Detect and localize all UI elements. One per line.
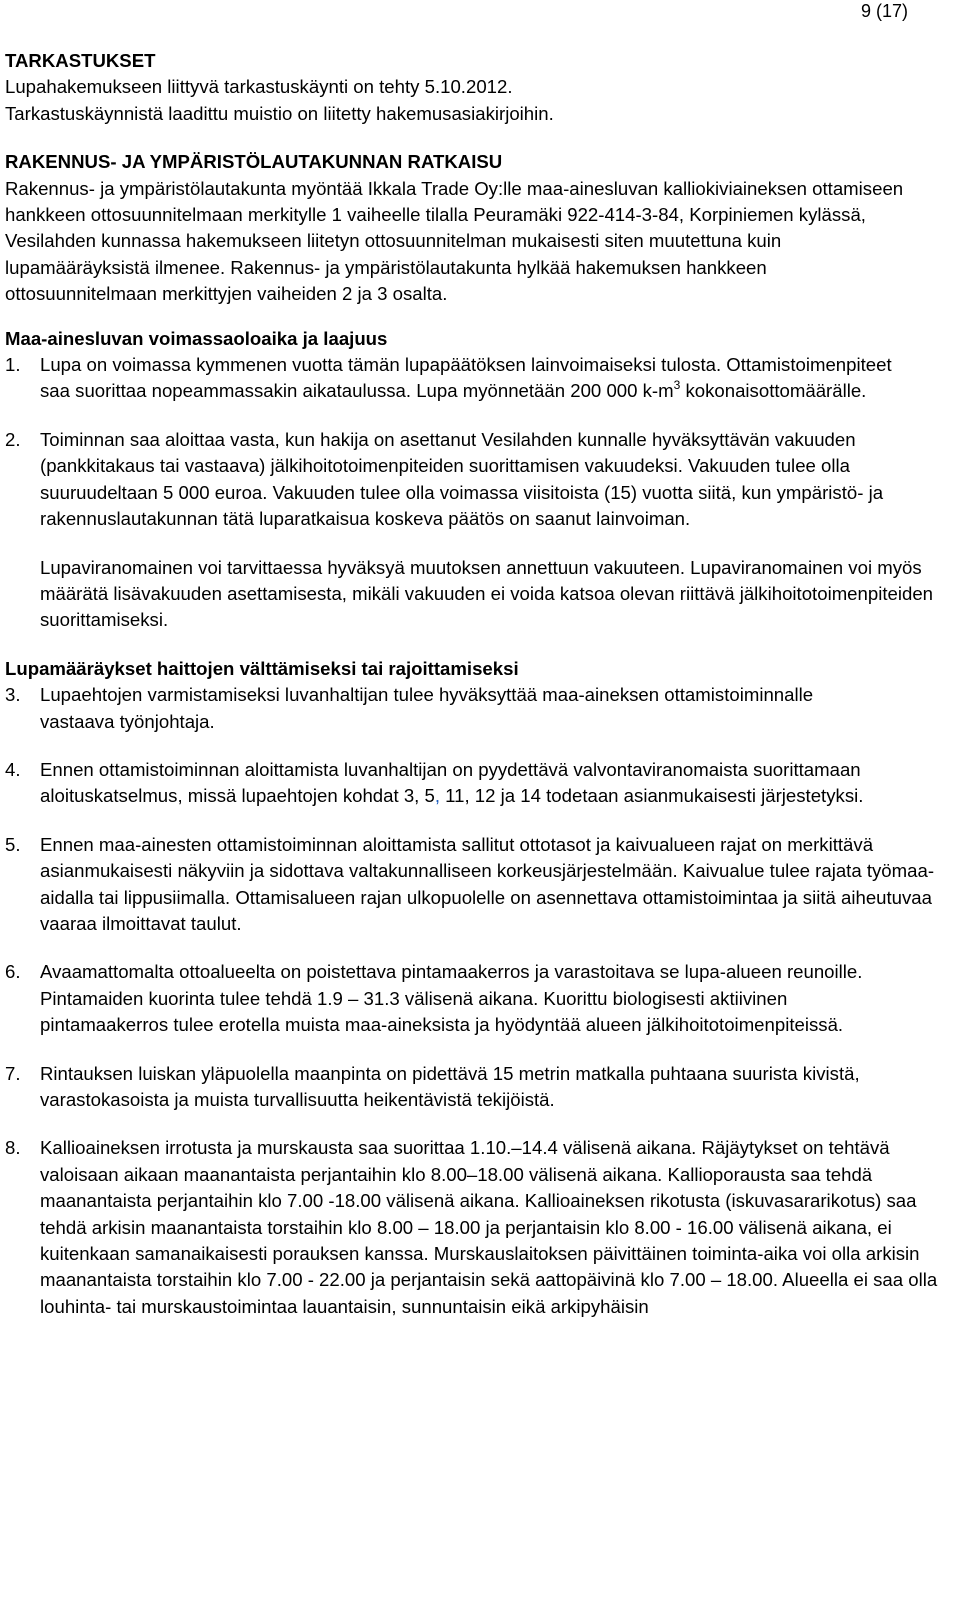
paragraph-tarkastukset: Lupahakemukseen liittyvä tarkastuskäynti on tehty 5.10.2012. Tarkastuskäynnistä laadittu muistio on liitetty hakemusasiakirjoihin. <box>5 76 554 124</box>
item-number: 2. <box>5 428 21 450</box>
item-number: 5. <box>5 833 21 855</box>
item-text: Rintauksen luiskan yläpuolella maanpinta on pidettävä 15 metrin matkalla puhtaana suurista kivistä, varastokasoista ja muista turvallisuutta heikentävistä tekijöistä. <box>40 1062 860 1110</box>
list-item-6 <box>5 959 950 1038</box>
list-item-7 <box>5 1061 950 1114</box>
item-text-part: 11, 12 ja 14 todetaan asianmukaisesti järjestetyksi. <box>440 785 864 807</box>
item-text-part: , <box>434 785 440 807</box>
item-text-part: Ennen ottamistoiminnan aloittamista luvanhaltijan on pyydettävä valvontaviranomaista suorittamaan aloituskatselmus, missä lupaehtojen kohdat 3, 5 <box>40 758 861 807</box>
item-text: Kallioaineksen irrotusta ja murskausta saa suorittaa 1.10.–14.4 välisenä aikana. Räjäytykset on tehtävä valoisaan aikaan maanantaista perjantaihin klo 8.00–18.00 välisenä aikana. Kallioporausta saa tehdä maanantaista perjantaihin klo 7.00 -18.00 välisenä aikana. Kallioaineksen rikotusta (iskuvasararikotus) saa tehdä arkisin maanantaista torstaihin klo 8.00 – 18.00 ja perjantaisin klo 8.00 - 16.00 välisenä aikana, ei kuitenkaan samanaikaisesti porauksen kanssa. Murskauslaitoksen päivittäinen toiminta-aika voi olla arkisin maanantaista torstaihin klo 7.00 - 22.00 ja perjantaisin sekä aattopäivinä klo 7.00 – 18.00. Alueella ei saa olla louhinta- tai murskaustoimintaa lauantaisin, sunnuntaisin eikä arkipyhäisin <box>40 1137 938 1317</box>
item-number: 6. <box>5 961 21 983</box>
paragraph-ratkaisu: Rakennus- ja ympäristölautakunta myöntää Ikkala Trade Oy:lle maa-ainesluvan kalliokiviaineksen ottamiseen hankkeen ottosuunnitelmaan merkitylle 1 vaiheelle tilalla Peuramäki 922-414-3-84, Korpiniemen kylässä, Vesilahden kunnassa hakemukseen liitetyn ottosuunnitelman mukaisesti siten muutettuna kuin lupamääräyksistä ilmenee. Rakennus- ja ympäristölautakunta hylkää hakemuksen hankkeen ottosuunnitelmaan merkittyjen vaiheiden 2 ja 3 osalta. <box>5 177 904 305</box>
section-heading-voimassaolo: Maa-ainesluvan voimassaoloaika ja laajuus <box>5 327 388 349</box>
item-text: Avaamattomalta ottoalueelta on poistettava pintamaakerros ja varastoitava se lupa-alueen reunoille. Pintamaiden kuorinta tulee tehdä 1.9 – 31.3 välisenä aikana. Kuorittu biologisesti aktiivinen pintamaakerros tulee erotella muista maa-aineksista ja hyödyntää alueen jälkihoitotoimenpiteissä. <box>40 961 863 1036</box>
list-item-4 <box>5 757 950 810</box>
item-number: 1. <box>5 354 21 376</box>
list-item-8 <box>5 1135 950 1320</box>
item-text-part: Lupa on voimassa kymmenen vuotta tämän lupapäätöksen lainvoimaiseksi tulosta. Ottamistoimenpiteet saa suorittaa nopeammassakin aikataulussa. Lupa myönnetään 200 000 k-m <box>40 354 892 402</box>
list-item-1 <box>5 352 950 405</box>
section-heading-tarkastukset: TARKASTUKSET <box>5 50 156 71</box>
item-number: 3. <box>5 684 21 706</box>
item-number: 7. <box>5 1062 21 1084</box>
document-body <box>5 48 950 1320</box>
section-heading-lupamaaraykset: Lupamääräykset haittojen välttämiseksi tai rajoittamiseksi <box>5 657 519 679</box>
item-text <box>40 352 910 405</box>
item-text: Ennen maa-ainesten ottamistoiminnan aloittamista sallitut ottotasot ja kaivualueen rajat on merkittävä asianmukaisesti näkyviin ja sidottava valtakunnalliseen korkeusjärjestelmään. Kaivualue tulee rajata työmaa-aidalla tai lippusiimalla. Ottamisalueen rajan ulkopuolelle on asennettava ottamistoimintaa ja siitä aiheutuvaa vaaraa ilmoittavat taulut. <box>40 833 935 934</box>
item-number: 8. <box>5 1137 21 1159</box>
superscript: 3 <box>673 378 681 393</box>
item-text <box>40 757 950 810</box>
item-text: Lupaehtojen varmistamiseksi luvanhaltijan tulee hyväksyttää maa-aineksen ottamistoiminnalle vastaava työnjohtaja. <box>40 684 814 732</box>
list-item-5 <box>5 832 950 938</box>
item-text-part: kokonaisottomäärälle. <box>680 380 867 402</box>
paragraph-vakuus: Lupaviranomainen voi tarvittaessa hyväksyä muutoksen annettuun vakuuteen. Lupaviranomainen voi myös määrätä lisävakuuden asettamisesta, mikäli vakuuden ei voida katsoa olevan riittävä jälkihoitotoimenpiteiden suorittamiseksi. <box>40 556 933 631</box>
item-number: 4. <box>5 758 21 780</box>
item-text: Toiminnan saa aloittaa vasta, kun hakija on asettanut Vesilahden kunnalle hyväksyttävän vakuuden (pankkitakaus tai vastaava) jälkihoitotoimenpiteiden suorittamisen vakuudeksi. Vakuuden tulee olla suuruudeltaan 5 000 euroa. Vakuuden tulee olla voimassa viisitoista (15) vuotta siitä, kun ympäristö- ja rakennuslautakunnan tätä luparatkaisua koskeva päätös on saanut lainvoiman. <box>40 428 884 530</box>
list-item-3 <box>5 682 950 735</box>
section-heading-ratkaisu: RAKENNUS- JA YMPÄRISTÖLAUTAKUNNAN RATKAISU <box>5 151 503 173</box>
page-number: 9 (17) <box>860 1 908 21</box>
list-item-2 <box>5 427 950 533</box>
